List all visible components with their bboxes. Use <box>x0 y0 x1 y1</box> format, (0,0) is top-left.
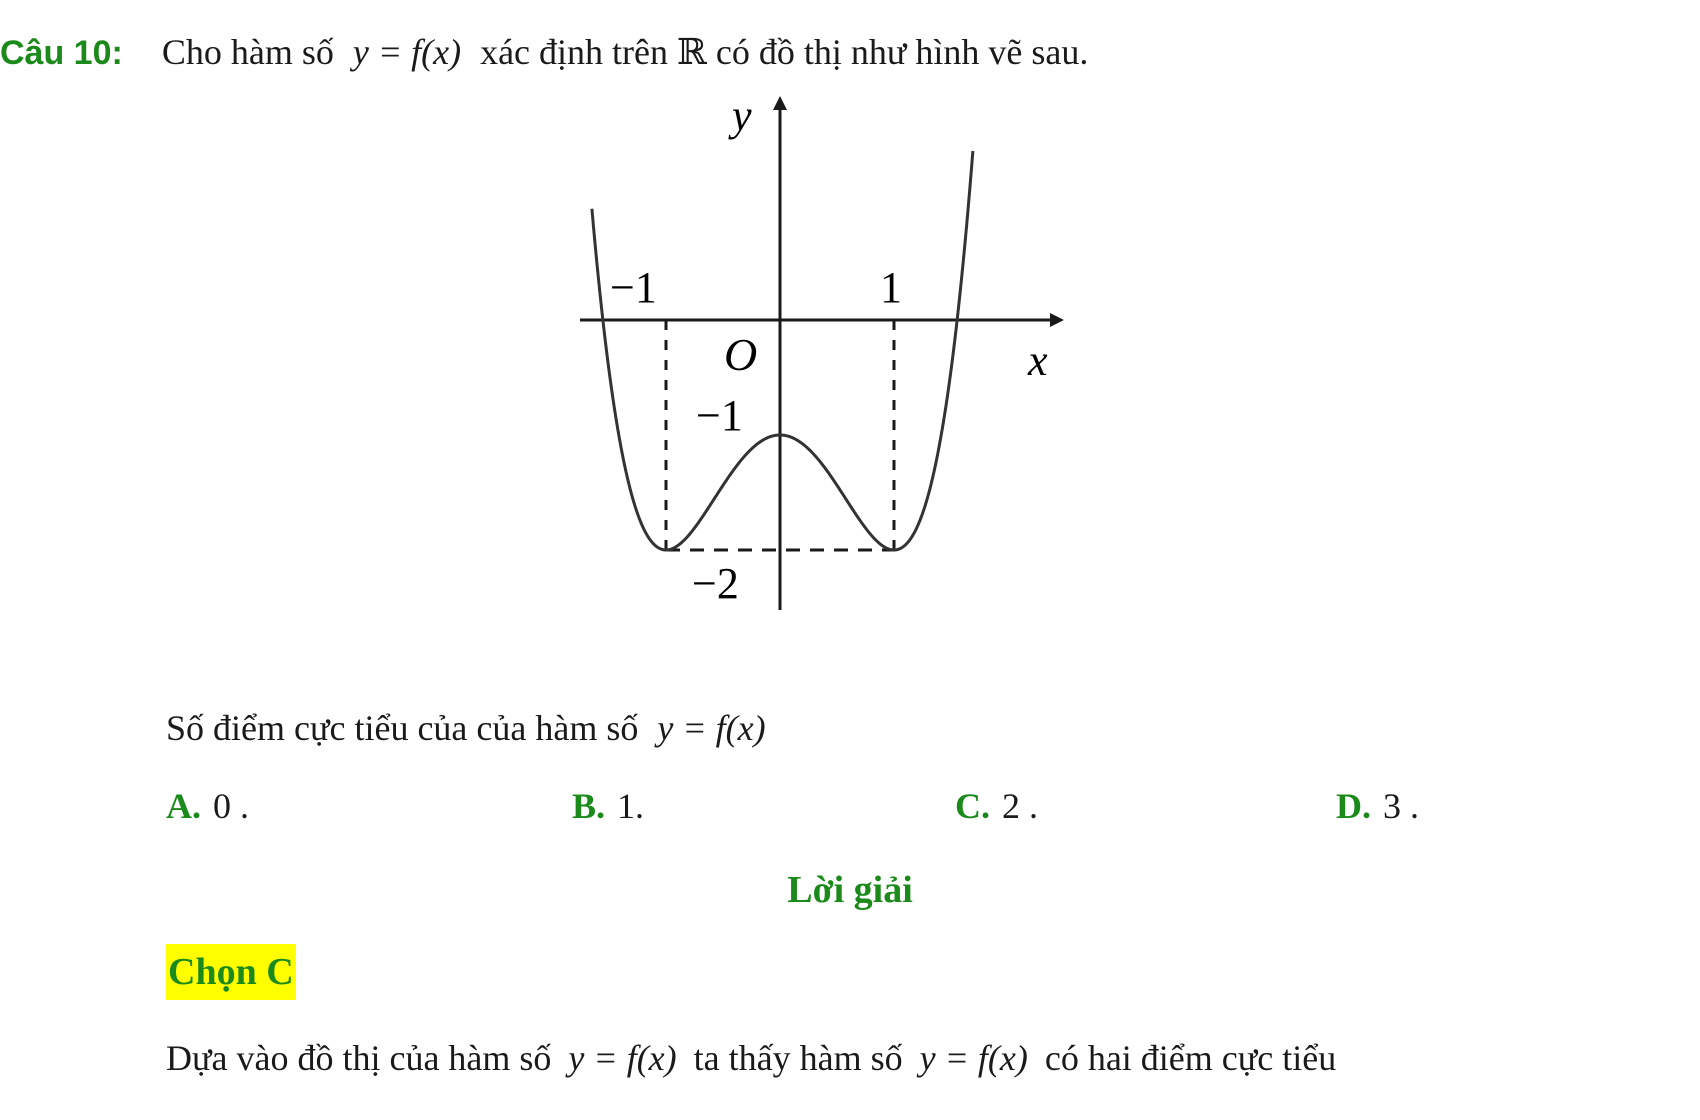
explain-formula-2: y = f(x) <box>919 1038 1028 1078</box>
origin-label: O <box>724 329 758 380</box>
question-formula: y = f(x) <box>352 32 462 72</box>
explain-formula-1: y = f(x) <box>568 1038 677 1078</box>
question-text-before: Cho hàm số <box>161 32 334 72</box>
explain-text-3: có hai điểm cực tiểu <box>1044 1038 1337 1078</box>
choice-d-letter: D. <box>1336 786 1371 826</box>
choice-a-letter: A. <box>166 786 201 826</box>
choice-b-letter: B. <box>572 786 606 826</box>
solution-explanation <box>166 1030 1336 1086</box>
answer-highlight: Chọn C <box>166 944 296 1000</box>
function-curve <box>592 151 973 550</box>
function-graph <box>580 90 1180 680</box>
x-tick-pos1-label: 1 <box>880 263 902 312</box>
choice-c-letter: C. <box>955 786 990 826</box>
x-axis-label: x <box>1028 336 1048 385</box>
choice-c-value: 2 . <box>1002 786 1038 826</box>
explain-text-1: Dựa vào đồ thị của hàm số <box>166 1038 552 1078</box>
solution-title: Lời giải <box>787 869 913 911</box>
y-tick-neg1-label: −1 <box>696 391 743 440</box>
explain-text-2: ta thấy hàm số <box>693 1038 903 1078</box>
question-line <box>0 24 1088 81</box>
y-axis-label: y <box>732 91 752 140</box>
choice-c[interactable] <box>955 778 1038 834</box>
choice-b-value: 1. <box>617 786 645 826</box>
question-text-after: xác định trên ℝ có đồ thị như hình vẽ sau. <box>480 32 1089 72</box>
ask-line <box>166 700 766 756</box>
x-tick-neg1-label: −1 <box>610 263 657 312</box>
ask-formula: y = f(x) <box>657 708 766 748</box>
y-tick-neg2-label: −2 <box>692 559 739 608</box>
choice-a[interactable] <box>166 778 249 834</box>
ask-text: Số điểm cực tiểu của của hàm số <box>166 708 639 748</box>
choice-d[interactable] <box>1336 778 1419 834</box>
question-label: Câu 10: <box>0 34 123 72</box>
choice-d-value: 3 . <box>1383 786 1419 826</box>
choice-a-value: 0 . <box>213 786 249 826</box>
choice-b[interactable] <box>572 778 644 834</box>
